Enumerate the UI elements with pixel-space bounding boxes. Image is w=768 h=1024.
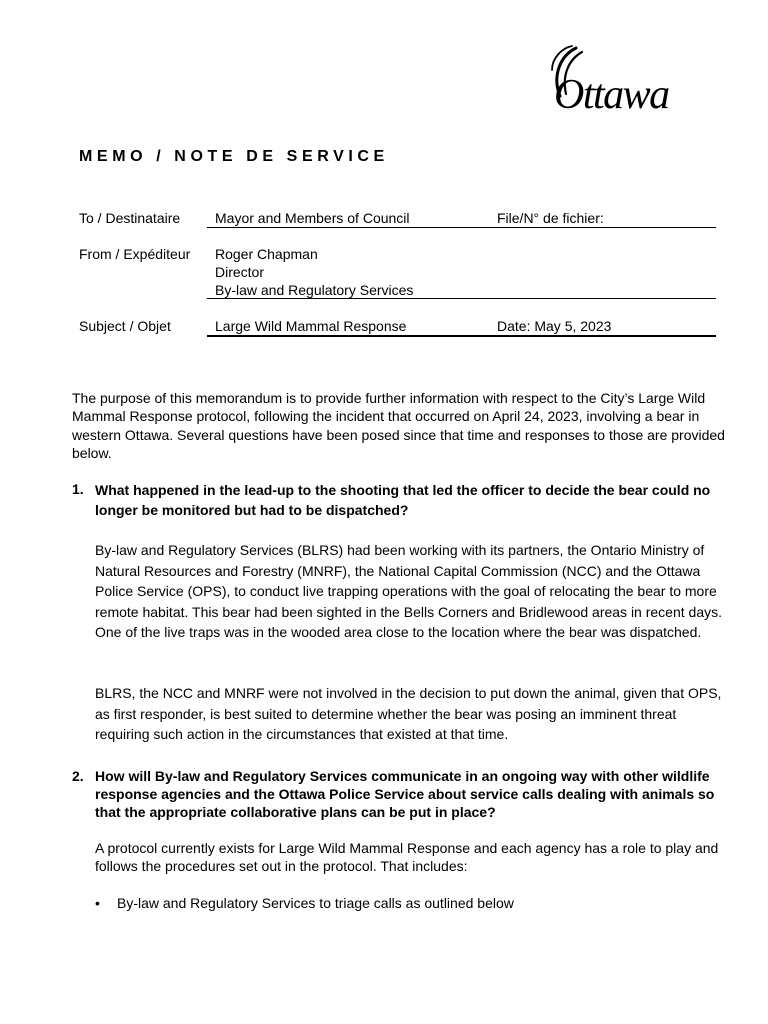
question-2-bullet-1: By-law and Regulatory Services to triage calls as outlined below [117,895,514,911]
from-department: By-law and Regulatory Services [215,282,414,298]
ottawa-logo [546,44,692,114]
subject-value: Large Wild Mammal Response [215,318,407,334]
bullet-dot-icon: • [95,895,100,911]
question-1-number: 1. [72,481,84,497]
subject-label: Subject / Objet [79,318,171,334]
to-value: Mayor and Members of Council [215,210,410,226]
logo-wordmark: Ottawa [554,72,669,114]
question-2-text: How will By-law and Regulatory Services communicate in an ongoing way with other wildlife response agencies and the Ottawa Police Service about service calls dealing with animals so that the appropriate collaborative plans can be put in place? [95,768,715,820]
subject-rule [207,335,716,337]
from-rule [207,298,716,299]
from-label: From / Expéditeur [79,246,191,262]
memo-title: MEMO / NOTE DE SERVICE [79,148,389,165]
question-1-text: What happened in the lead-up to the shooting that led the officer to decide the bear could no longer be monitored but had to be dispatched? [95,482,711,518]
to-rule [207,227,716,228]
date-label: Date: May 5, 2023 [497,318,612,334]
question-1-answer-1: By-law and Regulatory Services (BLRS) had been working with its partners, the Ontario Ministry of Natural Resources and Forestry (MNRF), the National Capital Commission (NCC) and the Ottawa Police Service (OPS), to conduct live trapping operations with the goal of relocating the bear to more remote habitat. This bear had been sighted in the Bells Corners and Bridlewood areas in recent days. One of the live traps was in the wooded area close to the location where the bear was dispatched. [95,542,722,640]
question-1-answer-2: BLRS, the NCC and MNRF were not involved in the decision to put down the animal, given that OPS, as first responder, is best suited to determine whether the bear was posing an imminent threat requiring such action in the circumstances that existed at that time. [95,685,722,742]
file-label: File/N° de fichier: [497,210,604,226]
from-name: Roger Chapman [215,246,318,262]
question-2-number: 2. [72,768,84,784]
to-label: To / Destinataire [79,210,181,226]
intro-paragraph: The purpose of this memorandum is to provide further information with respect to the City’s Large Wild Mammal Response protocol, following the incident that occurred on April 24, 2023, involving a bear in western Ottawa. Several questions have been posed since that time and responses to those are provided below. [72,390,725,461]
question-2-answer-1: A protocol currently exists for Large Wild Mammal Response and each agency has a role to play and follows the procedures set out in the protocol. That includes: [95,840,719,875]
from-title: Director [215,264,265,280]
